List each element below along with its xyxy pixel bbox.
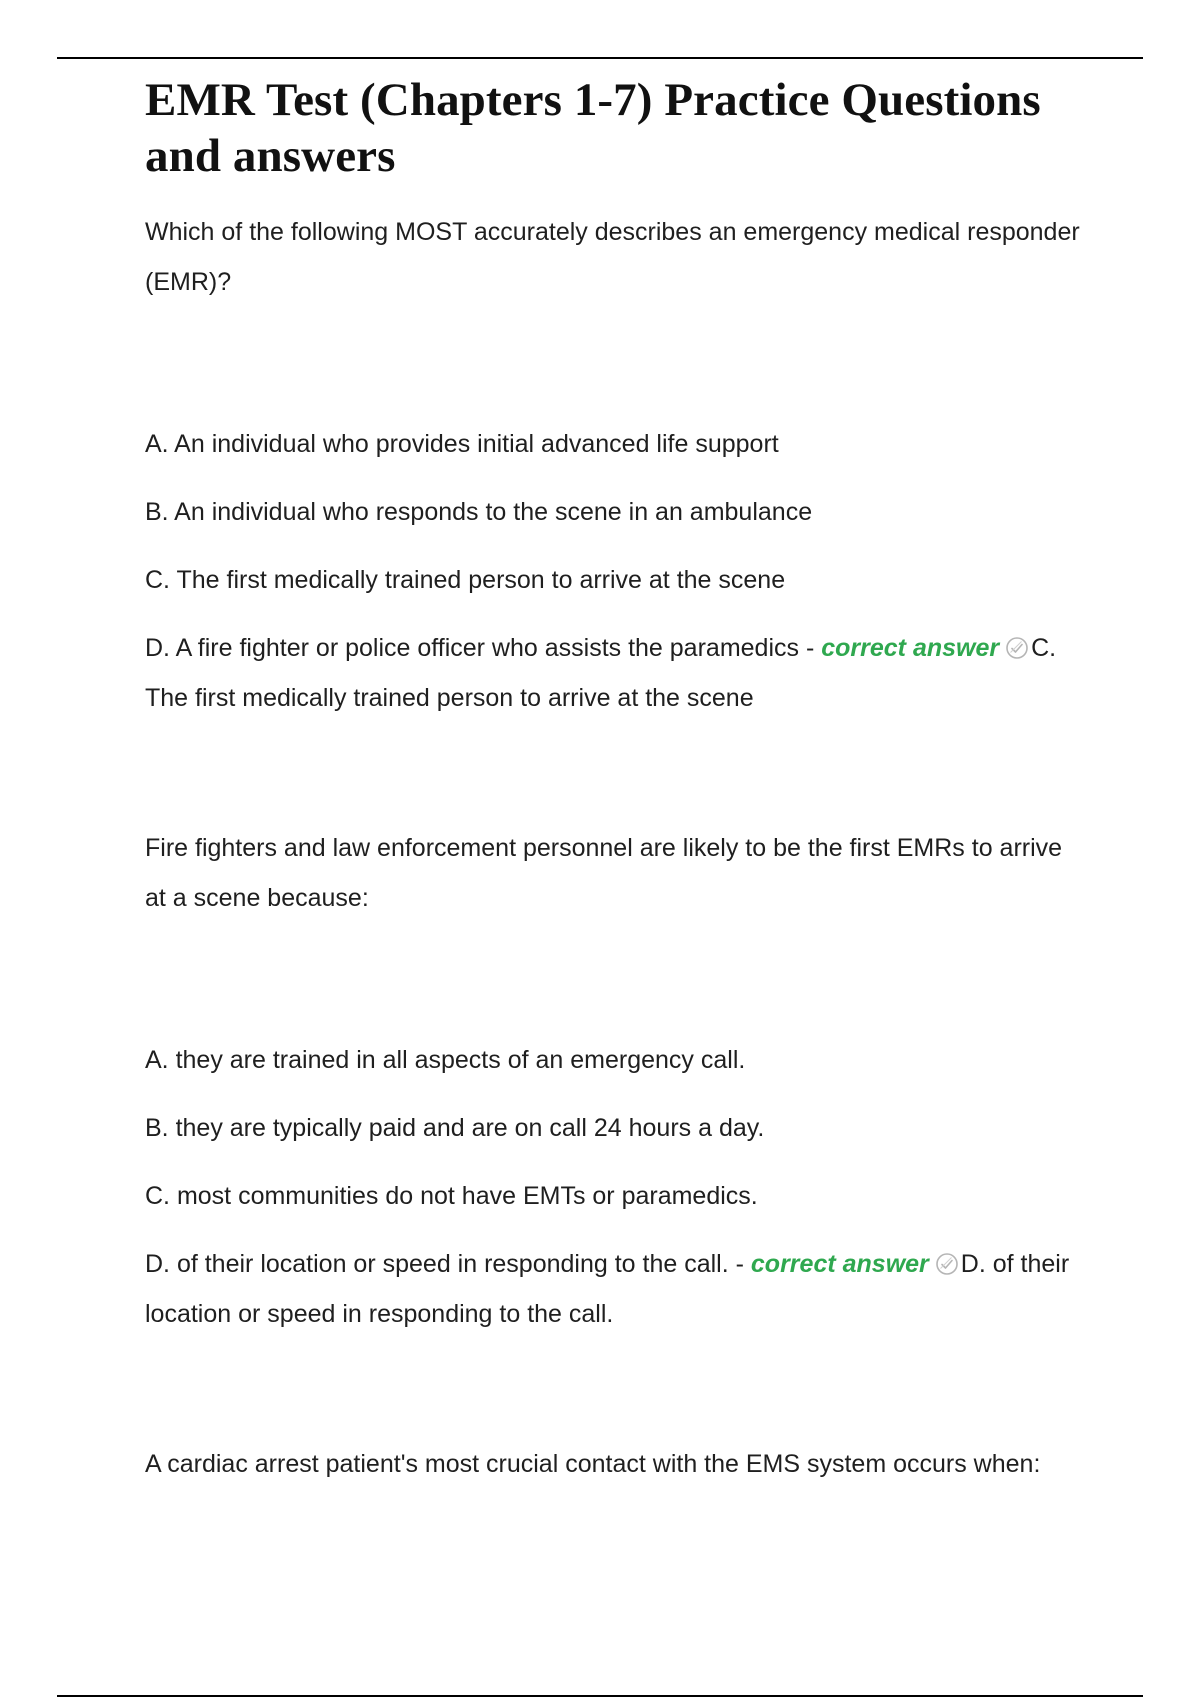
check-circle-icon <box>1005 627 1029 651</box>
document-page <box>145 72 1085 1489</box>
question-1-options <box>145 419 1085 723</box>
question-1-answer-label: correct answer <box>821 634 1000 662</box>
question-1-answer-text: C. The first medically trained person to arrive at the scene <box>145 634 1057 712</box>
question-2-answer-text: D. of their location or speed in responding to the call. <box>145 1250 1070 1328</box>
question-2-option-d-text: D. of their location or speed in responding to the call. - <box>145 1250 751 1278</box>
check-circle-icon <box>935 1243 959 1267</box>
question-2-options <box>145 1035 1085 1339</box>
question-2-option-d <box>145 1239 1085 1339</box>
question-2-prompt: Fire fighters and law enforcement personnel are likely to be the first EMRs to arrive at a scene because: <box>145 834 1063 912</box>
question-2-answer-label: correct answer <box>750 1250 929 1278</box>
question-3-prompt: A cardiac arrest patient's most crucial contact with the EMS system occurs when: <box>145 1450 1041 1478</box>
question-1-option-d <box>145 623 1085 723</box>
question-1-option-c: C. The first medically trained person to arrive at the scene <box>145 566 786 594</box>
question-2-option-c: C. most communities do not have EMTs or paramedics. <box>145 1182 758 1210</box>
question-1-option-a: A. An individual who provides initial advanced life support <box>145 430 779 458</box>
question-1-option-b: B. An individual who responds to the scene in an ambulance <box>145 498 813 526</box>
header-rule <box>57 57 1143 59</box>
page-title: EMR Test (Chapters 1-7) Practice Questions and answers <box>145 74 1041 182</box>
question-2-option-a: A. they are trained in all aspects of an emergency call. <box>145 1046 746 1074</box>
question-1-prompt: Which of the following MOST accurately describes an emergency medical responder (EMR)? <box>145 218 1080 296</box>
footer-rule <box>57 1695 1143 1697</box>
question-1-option-d-text: D. A fire fighter or police officer who assists the paramedics - <box>145 634 822 662</box>
question-2-option-b: B. they are typically paid and are on call 24 hours a day. <box>145 1114 765 1142</box>
